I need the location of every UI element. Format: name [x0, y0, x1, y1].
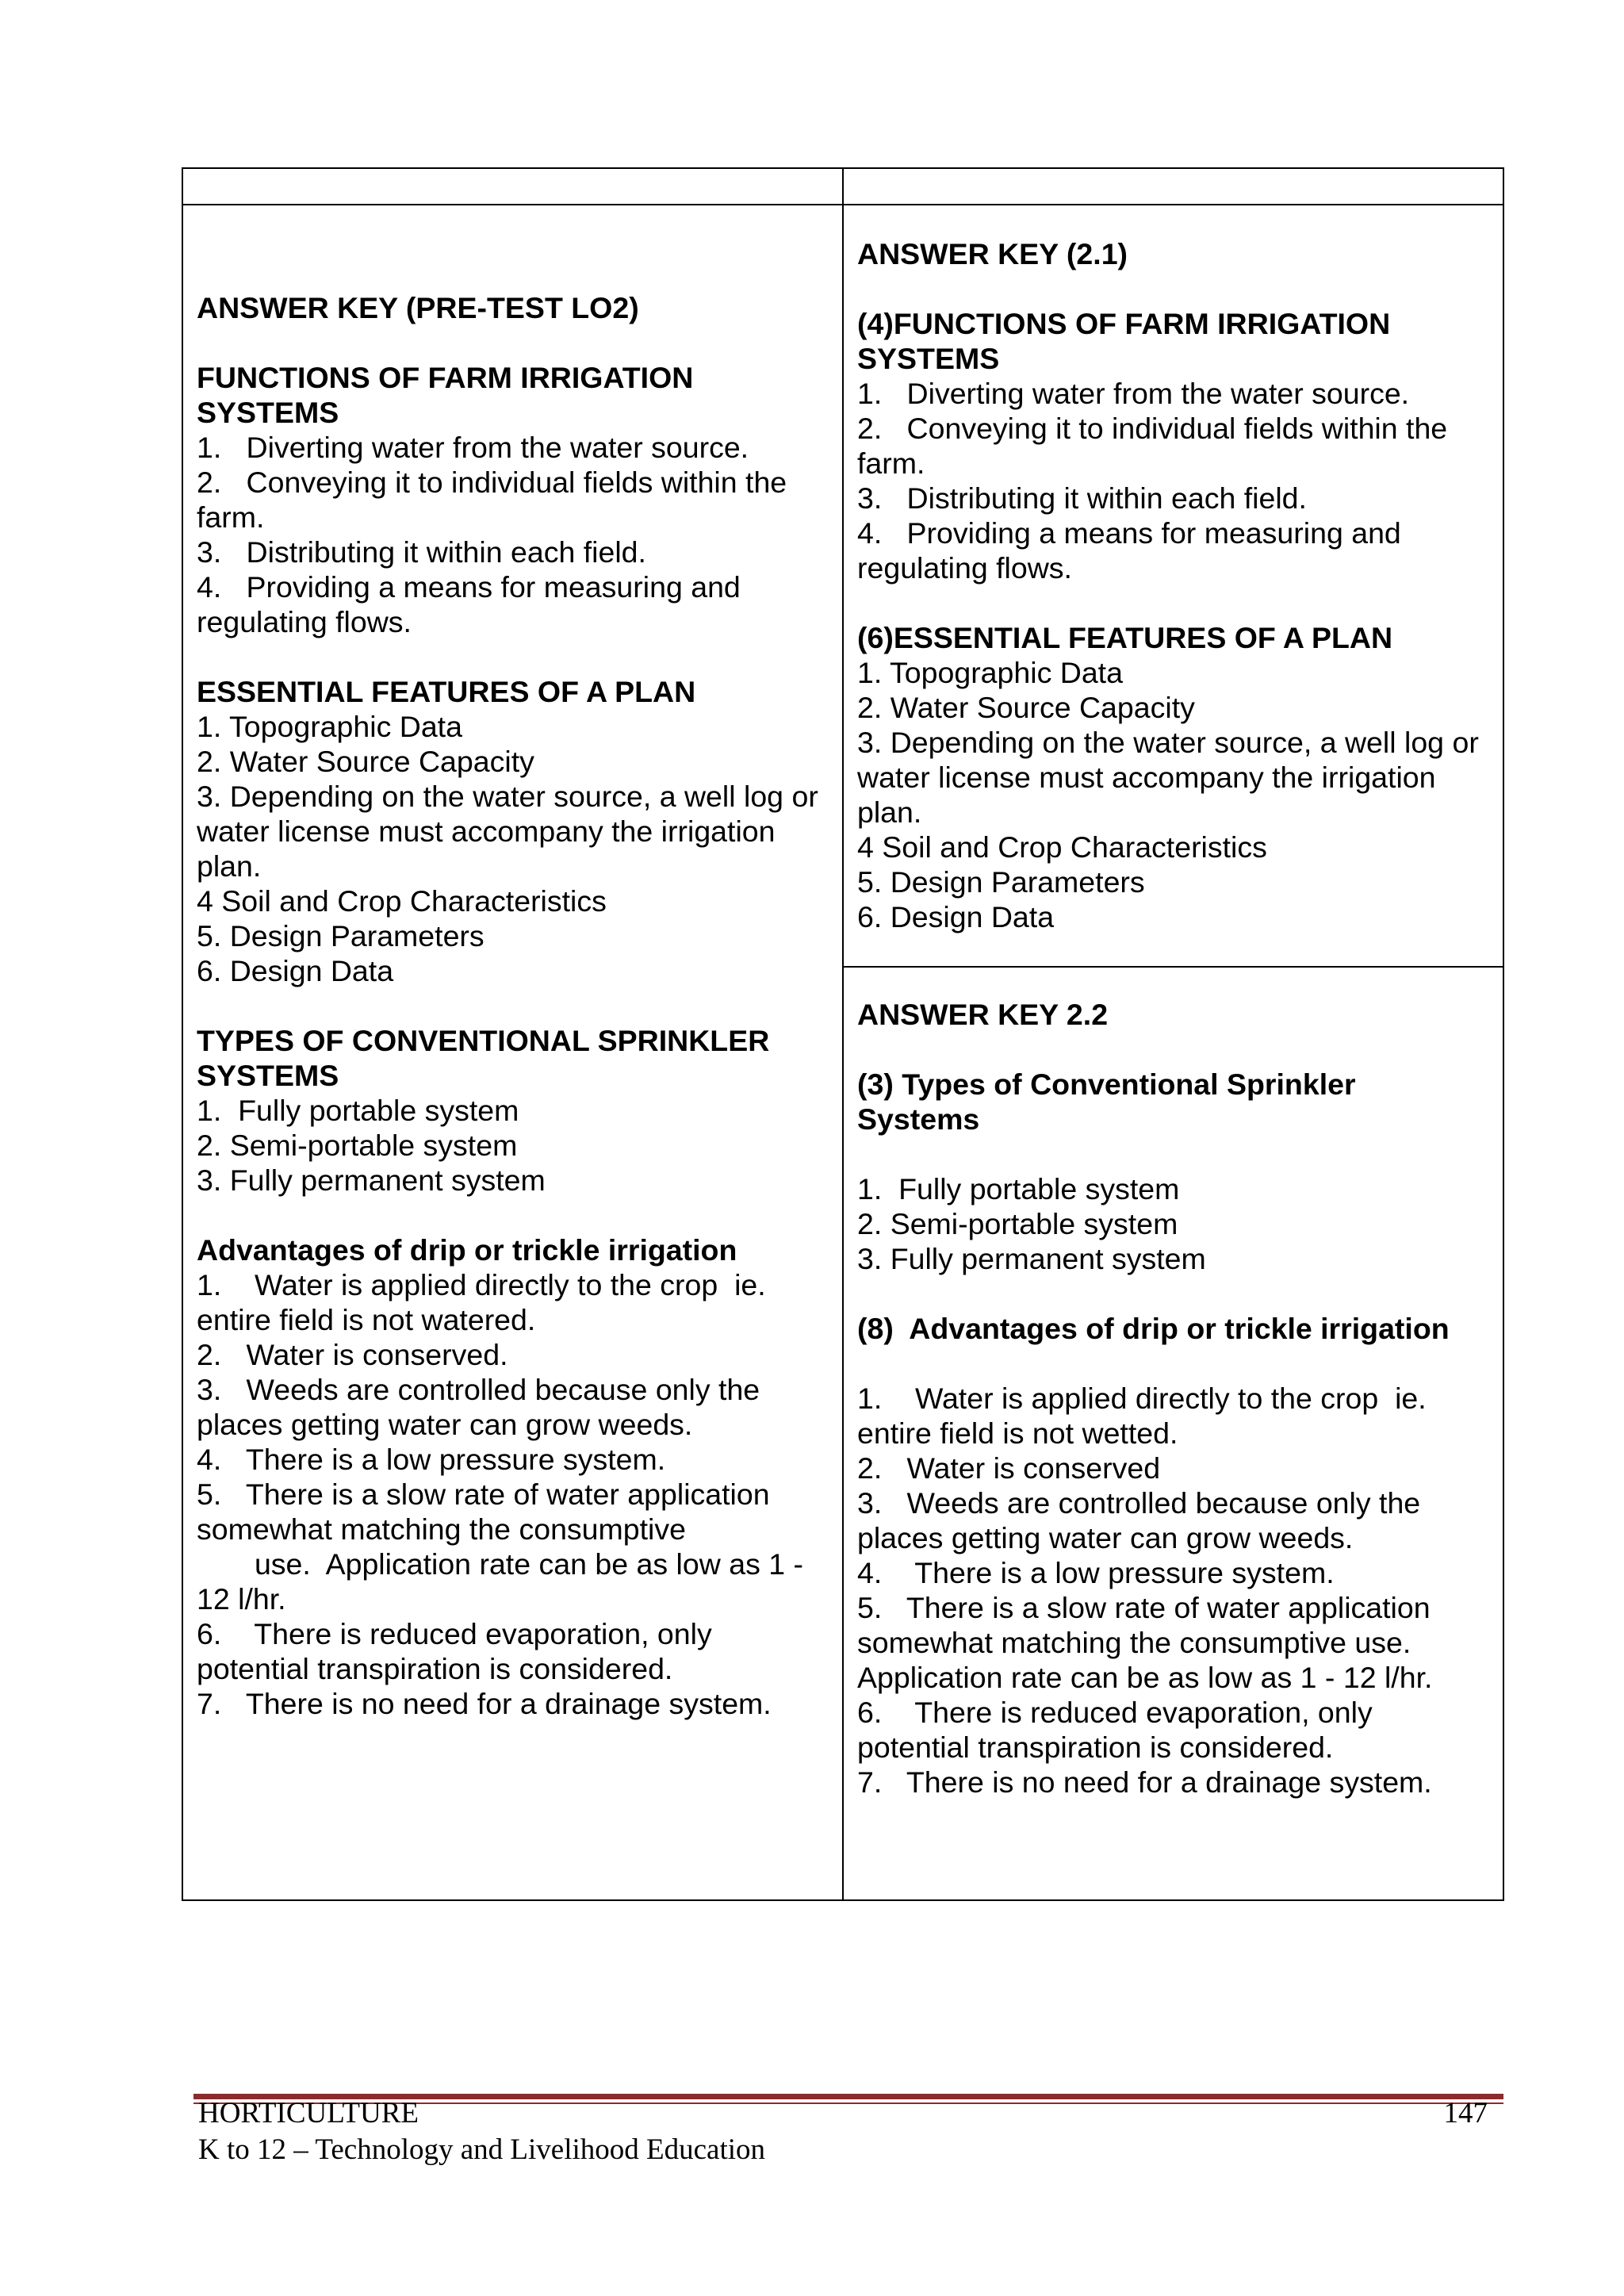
- blank-line: [197, 1198, 829, 1232]
- blank-line: [857, 1276, 1489, 1311]
- text-line: farm.: [857, 447, 925, 480]
- text-line: regulating flows.: [857, 551, 1072, 585]
- text-line: potential transpiration is considered.: [197, 1652, 673, 1685]
- section-heading: ANSWER KEY (PRE-TEST LO2): [197, 291, 639, 324]
- blank-line: [197, 988, 829, 1023]
- blank-line: [857, 585, 1489, 620]
- text-line: 1. Topographic Data: [857, 656, 1123, 689]
- text-line: regulating flows.: [197, 605, 412, 638]
- section-heading: SYSTEMS: [197, 396, 339, 429]
- section-heading: (4)FUNCTIONS OF FARM IRRIGATION: [857, 307, 1391, 340]
- text-line: water license must accompany the irrigation: [197, 815, 776, 848]
- text-line: farm.: [197, 500, 265, 534]
- text-line: 2. Water Source Capacity: [197, 745, 534, 778]
- text-line: 1. Fully portable system: [197, 1094, 519, 1127]
- footer-subject: HORTICULTURE: [198, 2097, 419, 2129]
- text-line: 5. Design Parameters: [197, 919, 485, 953]
- text-line: 4. There is a low pressure system.: [857, 1556, 1335, 1589]
- text-line: plan.: [197, 849, 262, 883]
- section-heading: (6)ESSENTIAL FEATURES OF A PLAN: [857, 621, 1393, 654]
- blank-line: [197, 325, 829, 360]
- text-line: 1. Diverting water from the water source.: [197, 431, 749, 464]
- answer-key-pretest-cell: [182, 290, 843, 1892]
- text-line: 4. Providing a means for measuring and: [197, 570, 741, 604]
- text-line: places getting water can grow weeds.: [197, 1408, 693, 1441]
- text-line: 2. Semi-portable system: [857, 1207, 1178, 1240]
- text-line: use. Application rate can be as low as 1 -: [197, 1547, 804, 1581]
- text-line: 2. Water Source Capacity: [857, 691, 1195, 724]
- section-heading: (8) Advantages of drip or trickle irrigation: [857, 1312, 1450, 1345]
- section-heading: ANSWER KEY (2.1): [857, 237, 1128, 270]
- footer-program: K to 12 – Technology and Livelihood Education: [198, 2133, 766, 2166]
- section-heading: Advantages of drip or trickle irrigation: [197, 1233, 737, 1267]
- blank-line: [857, 1137, 1489, 1171]
- text-line: 3. Depending on the water source, a well log or: [857, 726, 1479, 759]
- text-line: 3. Weeds are controlled because only the: [857, 1486, 1421, 1520]
- text-line: 2. Semi-portable system: [197, 1129, 518, 1162]
- text-line: 4 Soil and Crop Characteristics: [857, 830, 1267, 864]
- text-line: 4 Soil and Crop Characteristics: [197, 884, 607, 918]
- text-line: 1. Diverting water from the water source.: [857, 377, 1410, 410]
- blank-line: [857, 1032, 1489, 1067]
- blank-line: [197, 639, 829, 674]
- section-heading: Systems: [857, 1102, 980, 1136]
- text-line: 4. Providing a means for measuring and: [857, 516, 1401, 550]
- text-line: 3. Depending on the water source, a well log or: [197, 780, 818, 813]
- section-heading: SYSTEMS: [197, 1059, 339, 1092]
- text-line: 12 l/hr.: [197, 1582, 286, 1616]
- text-line: somewhat matching the consumptive use.: [857, 1626, 1411, 1659]
- text-line: 6. Design Data: [857, 900, 1055, 933]
- text-line: 5. There is a slow rate of water application: [857, 1591, 1431, 1624]
- text-line: 1. Water is applied directly to the crop ie.: [197, 1268, 766, 1301]
- text-line: 4. There is a low pressure system.: [197, 1443, 666, 1476]
- text-line: 5. There is a slow rate of water application: [197, 1478, 770, 1511]
- section-heading: ESSENTIAL FEATURES OF A PLAN: [197, 675, 696, 708]
- section-heading: ANSWER KEY 2.2: [857, 998, 1109, 1031]
- answer-key-2-2-cell: [843, 997, 1503, 1893]
- blank-line: [857, 271, 1489, 306]
- section-heading: (3) Types of Conventional Sprinkler: [857, 1068, 1356, 1101]
- text-line: 6. Design Data: [197, 954, 394, 987]
- blank-line: [857, 1346, 1489, 1381]
- text-line: 1. Topographic Data: [197, 710, 462, 743]
- text-line: potential transpiration is considered.: [857, 1731, 1334, 1764]
- text-line: plan.: [857, 795, 922, 829]
- text-line: entire field is not watered.: [197, 1303, 536, 1336]
- text-line: somewhat matching the consumptive: [197, 1512, 686, 1546]
- text-line: 3. Fully permanent system: [197, 1163, 546, 1197]
- text-line: 2. Conveying it to individual fields within the: [197, 466, 787, 499]
- text-line: 3. Fully permanent system: [857, 1242, 1206, 1275]
- text-line: 3. Distributing it within each field.: [857, 481, 1307, 515]
- text-line: 1. Fully portable system: [857, 1172, 1180, 1205]
- text-line: 1. Water is applied directly to the crop ie.: [857, 1382, 1427, 1415]
- text-line: 6. There is reduced evaporation, only: [197, 1617, 712, 1650]
- answer-key-2-1-cell: [843, 236, 1503, 962]
- section-heading: FUNCTIONS OF FARM IRRIGATION: [197, 361, 694, 394]
- text-line: 2. Water is conserved: [857, 1451, 1161, 1485]
- text-line: places getting water can grow weeds.: [857, 1521, 1354, 1554]
- text-line: water license must accompany the irrigation: [857, 761, 1436, 794]
- text-line: 2. Water is conserved.: [197, 1338, 508, 1371]
- text-line: Application rate can be as low as 1 - 12 l/hr.: [857, 1661, 1433, 1694]
- section-heading: SYSTEMS: [857, 342, 1000, 375]
- text-line: 6. There is reduced evaporation, only: [857, 1696, 1373, 1729]
- text-line: 3. Distributing it within each field.: [197, 535, 646, 569]
- text-line: entire field is not wetted.: [857, 1416, 1178, 1450]
- section-heading: TYPES OF CONVENTIONAL SPRINKLER: [197, 1024, 770, 1057]
- text-line: 7. There is no need for a drainage system.: [197, 1687, 772, 1720]
- text-line: 2. Conveying it to individual fields within the: [857, 412, 1448, 445]
- text-line: 3. Weeds are controlled because only the: [197, 1373, 760, 1406]
- text-line: 5. Design Parameters: [857, 865, 1145, 899]
- page-number: 147: [1443, 2097, 1488, 2129]
- text-line: 7. There is no need for a drainage system.: [857, 1765, 1432, 1799]
